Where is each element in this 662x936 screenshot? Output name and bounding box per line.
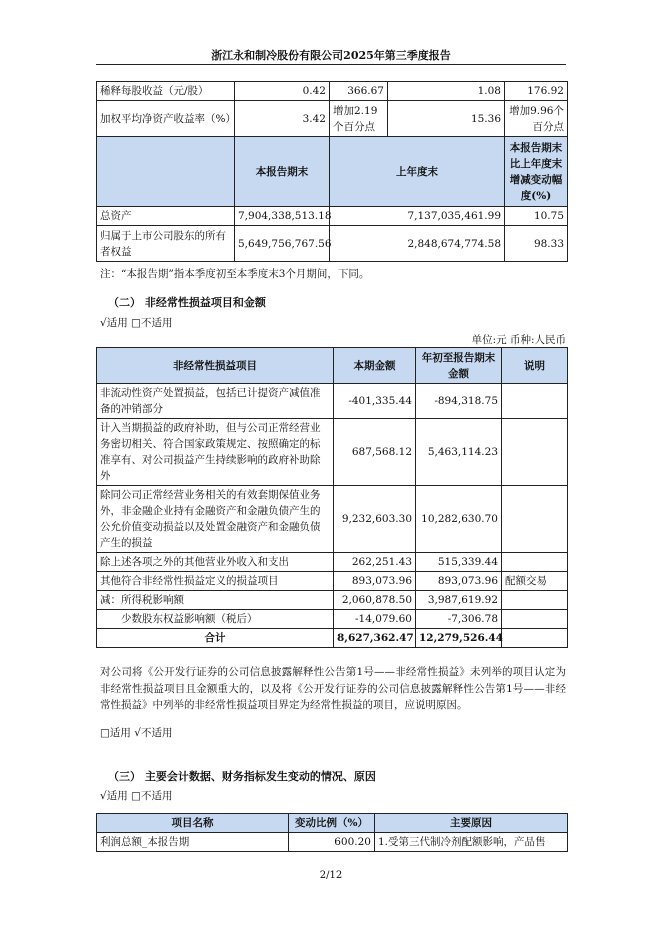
cell-value: 5,649,756,767.56 [235, 226, 330, 262]
current-cell: 893,073.96 [334, 572, 416, 591]
applicable-checkbox: √适用 □不适用 [100, 317, 173, 329]
change-reason-table [96, 813, 568, 852]
ratio-cell: 600.20 [289, 833, 375, 852]
reason-cell: 1.受第三代制冷剂配额影响，产品售 [375, 833, 568, 852]
current-cell: 9,232,603.30 [334, 486, 416, 553]
table-header-row [97, 814, 568, 833]
row-label: 总资产 [97, 207, 235, 226]
cell-value: 0.42 [235, 82, 330, 101]
cell-value: 98.33 [505, 226, 568, 262]
column-header: 年初至报告期末金额 [416, 348, 502, 384]
current-cell: 2,060,878.50 [334, 591, 416, 610]
note-cell: 配额交易 [502, 572, 568, 591]
column-header: 本期金额 [334, 348, 416, 384]
column-header: 本报告期末比上年度末增减变动幅度(%) [505, 137, 568, 207]
column-header: 变动比例（%） [289, 814, 375, 833]
applicable-checkbox: √适用 □不适用 [100, 790, 173, 802]
table-row [97, 486, 568, 553]
ytd-cell: 893,073.96 [416, 572, 502, 591]
cell-value: 7,904,338,513.18 [235, 207, 330, 226]
item-cell: 利润总额_本报告期 [97, 833, 289, 852]
row-label: 归属于上市公司股东的所有者权益 [97, 226, 235, 262]
page-number: 2/12 [319, 870, 343, 881]
table-row [97, 101, 568, 137]
section-title: （二） 非经常性损益项目和金额 [108, 296, 266, 309]
table-header-row [97, 137, 568, 207]
note-cell [502, 591, 568, 610]
section-title: （三） 主要会计数据、财务指标发生变动的情况、原因 [108, 770, 376, 783]
cell-value: 2,848,674,774.58 [330, 226, 505, 262]
table-row [97, 591, 568, 610]
ytd-cell: -894,318.75 [416, 384, 502, 419]
cell-value: 3.42 [235, 101, 330, 137]
item-cell: 少数股东权益影响额（税后） [97, 610, 334, 629]
total-label: 合计 [97, 629, 334, 648]
cell-value: 176.92 [505, 82, 568, 101]
table-row [97, 226, 568, 262]
column-header: 本报告期末 [235, 137, 330, 207]
table-note: 注：“本报告期”指本季度初至本季度末3个月期间，下同。 [100, 268, 370, 280]
item-cell: 非流动性资产处置损益，包括已计提资产减值准备的冲销部分 [97, 384, 334, 419]
applicable-checkbox: □适用 √不适用 [100, 727, 173, 739]
item-cell: 减：所得税影响额 [97, 591, 334, 610]
cell-value: 1.08 [388, 82, 505, 101]
total-ytd: 12,279,526.44 [416, 629, 502, 648]
column-header: 非经常性损益项目 [97, 348, 334, 384]
cell-value: 增加2.19个百分点 [330, 101, 388, 137]
table-row [97, 384, 568, 419]
current-cell: 687,568.12 [334, 419, 416, 486]
note-cell [502, 384, 568, 419]
current-cell: -401,335.44 [334, 384, 416, 419]
note-cell [502, 419, 568, 486]
item-cell: 计入当期损益的政府补助，但与公司正常经营业务密切相关、符合国家政策规定、按照确定的标准享有、对公司损益产生持续影响的政府补助除外 [97, 419, 334, 486]
unit-label: 单位:元 币种:人民币 [471, 334, 566, 346]
note-cell [502, 553, 568, 572]
ytd-cell: -7,306.78 [416, 610, 502, 629]
ytd-cell: 3,987,619.92 [416, 591, 502, 610]
table-header-row [97, 348, 568, 384]
column-header: 主要原因 [375, 814, 568, 833]
explanation-paragraph: 对公司将《公开发行证券的公司信息披露解释性公告第1号——非经常性损益》未列举的项目认定为非经常性损益项目且金额重大的，以及将《公开发行证券的公司信息披露解释性公告第1号——非经常性损益》中列举的非经常性损益项目界定为经常性损益的项目，应说明原因。 [100, 666, 566, 711]
total-current: 8,627,362.47 [334, 629, 416, 648]
cell-value: 7,137,035,461.99 [330, 207, 505, 226]
header-empty [97, 137, 235, 207]
column-header: 说明 [502, 348, 568, 384]
row-label: 稀释每股收益（元/股） [97, 82, 235, 101]
column-header: 上年度末 [330, 137, 505, 207]
column-header: 项目名称 [97, 814, 289, 833]
page-header: 浙江永和制冷股份有限公司2025年第三季度报告 [211, 49, 451, 62]
ytd-cell: 5,463,114.23 [416, 419, 502, 486]
ytd-cell: 515,339.44 [416, 553, 502, 572]
item-cell: 除同公司正常经营业务相关的有效套期保值业务外，非金融企业持有金融资产和金融负债产生的公允价值变动损益以及处置金融资产和金融负债产生的损益 [97, 486, 334, 553]
note-cell [502, 629, 568, 648]
cell-value: 366.67 [330, 82, 388, 101]
table-row [97, 419, 568, 486]
item-cell: 其他符合非经常性损益定义的损益项目 [97, 572, 334, 591]
note-cell [502, 486, 568, 553]
note-cell [502, 610, 568, 629]
current-cell: -14,079.60 [334, 610, 416, 629]
header-rule [96, 64, 566, 65]
cell-value: 10.75 [505, 207, 568, 226]
cell-value: 15.36 [388, 101, 505, 137]
non-recurring-table [96, 347, 568, 648]
cell-value: 增加9.96个百分点 [505, 101, 568, 137]
table-row [97, 833, 568, 852]
ytd-cell: 10,282,630.70 [416, 486, 502, 553]
table-row [97, 82, 568, 101]
table-row [97, 610, 568, 629]
total-row [97, 629, 568, 648]
table-row [97, 207, 568, 226]
row-label: 加权平均净资产收益率（%） [97, 101, 235, 137]
item-cell: 除上述各项之外的其他营业外收入和支出 [97, 553, 334, 572]
key-financials-table [96, 81, 568, 262]
table-row [97, 553, 568, 572]
table-row [97, 572, 568, 591]
current-cell: 262,251.43 [334, 553, 416, 572]
